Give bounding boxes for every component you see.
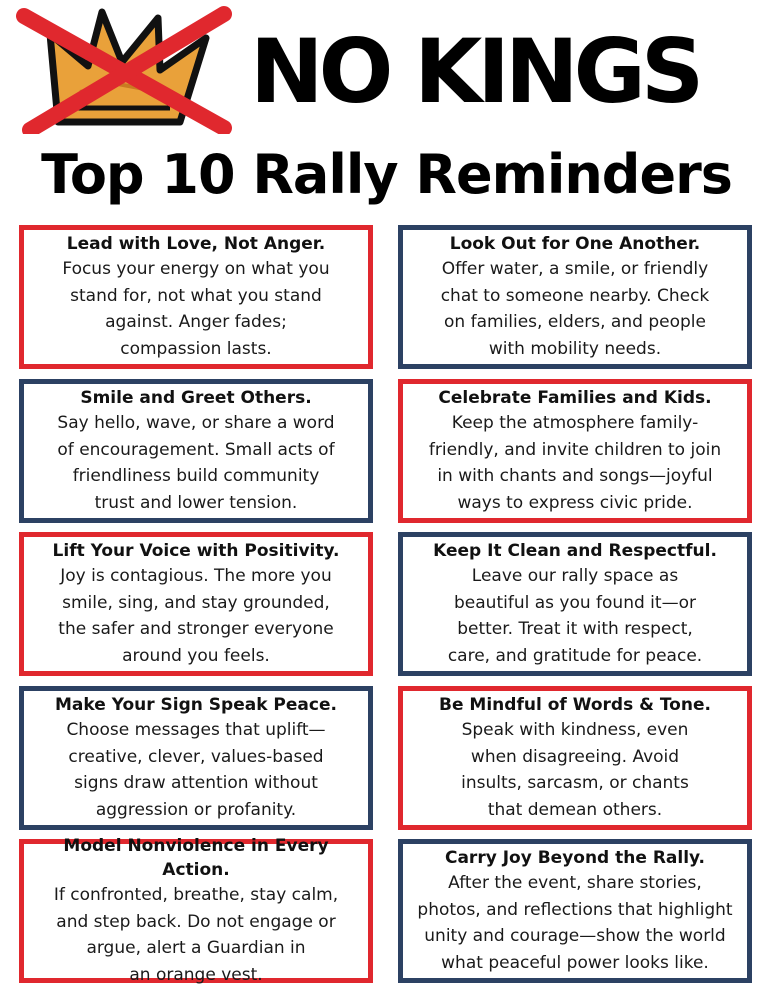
reminder-title: Make Your Sign Speak Peace.: [55, 695, 337, 715]
reminder-title: Lead with Love, Not Anger.: [66, 234, 326, 254]
reminder-body-line: compassion lasts.: [120, 338, 272, 359]
reminder-body: [58, 563, 333, 669]
reminder-body-line: trust and lower tension.: [94, 492, 298, 513]
reminder-body-line: friendly, and invite children to join: [428, 439, 722, 460]
reminder-body-line: insults, sarcasm, or chants: [461, 773, 689, 793]
reminder-body-line: with mobility needs.: [488, 338, 662, 359]
reminder-body-line: After the event, share stories,: [448, 873, 702, 893]
reminder-body-line: on families, elders, and people: [444, 312, 706, 332]
reminder-card: [398, 379, 752, 523]
reminder-card: [19, 225, 373, 369]
reminder-body-line: Choose messages that uplift—: [66, 720, 326, 740]
reminder-body-line: against. Anger fades;: [105, 312, 287, 332]
crossed-out-crown-icon: [10, 4, 240, 134]
reminder-body-line: argue, alert a Guardian in: [86, 938, 306, 958]
reminder-body-line: signs draw attention without: [74, 773, 318, 793]
reminder-body-line: photos, and reflections that highlight: [417, 899, 733, 920]
reminder-body-line: when disagreeing. Avoid: [470, 746, 680, 767]
reminder-body: [66, 717, 325, 823]
reminder-title: Carry Joy Beyond the Rally.: [444, 848, 706, 868]
page-title: Top 10 Rally Reminders: [41, 143, 732, 206]
reminder-card: [19, 836, 373, 985]
reminder-body-line: aggression or profanity.: [95, 799, 297, 820]
reminder-body: [429, 410, 721, 516]
reminder-body-line: beautiful as you found it—or: [454, 592, 696, 613]
reminder-title: Lift Your Voice with Positivity.: [52, 541, 340, 561]
reminder-card: [19, 379, 373, 523]
brand-title: NO KINGS: [250, 20, 700, 123]
reminder-card: [398, 225, 752, 369]
reminder-title: Celebrate Families and Kids.: [438, 388, 712, 408]
reminder-body-line: smile, sing, and stay grounded,: [62, 592, 330, 613]
reminder-body: [62, 256, 329, 362]
reminder-body-line: Keep the atmosphere family-: [451, 413, 699, 433]
reminder-body: [461, 717, 689, 823]
reminder-body: [417, 870, 732, 976]
reminder-body-line: the safer and stronger everyone: [58, 619, 334, 639]
reminder-body-line: in with chants and songs—joyful: [437, 466, 713, 486]
reminder-card: [398, 532, 752, 676]
reminder-title: Smile and Greet Others.: [80, 388, 312, 408]
reminder-title: Look Out for One Another.: [449, 234, 701, 254]
reminder-card: [398, 839, 752, 983]
reminder-card: [19, 686, 373, 830]
reminder-body-line: unity and courage—show the world: [424, 926, 726, 946]
reminder-body-line: Focus your energy on what you: [62, 259, 330, 279]
reminder-body: [448, 563, 702, 669]
reminder-body-line: Speak with kindness, even: [461, 720, 689, 740]
reminder-body-line: If confronted, breathe, stay calm,: [53, 885, 339, 905]
reminder-body: [57, 410, 334, 516]
reminder-body-line: around you feels.: [122, 645, 270, 666]
reminder-body-line: Joy is contagious. The more you: [60, 566, 332, 586]
reminder-card: [19, 532, 373, 676]
reminder-body: [54, 882, 338, 988]
reminder-title: Model Nonviolence in Every Action.: [63, 836, 329, 880]
reminder-body: [441, 256, 710, 362]
reminder-body-line: and step back. Do not engage or: [56, 911, 336, 932]
reminder-body-line: Say hello, wave, or share a word: [57, 413, 335, 433]
reminder-body-line: Leave our rally space as: [471, 566, 679, 586]
reminder-body-line: of encouragement. Small acts of: [57, 439, 335, 460]
reminder-card: [398, 686, 752, 830]
reminder-body-line: chat to someone nearby. Check: [440, 285, 710, 306]
reminder-title: Keep It Clean and Respectful.: [433, 541, 717, 561]
reminder-body-line: better. Treat it with respect,: [457, 619, 693, 639]
reminder-body-line: creative, clever, values-based: [68, 746, 324, 767]
reminder-body-line: what peaceful power looks like.: [441, 952, 709, 973]
reminder-body-line: that demean others.: [487, 799, 663, 820]
reminder-body-line: an orange vest.: [129, 964, 263, 985]
reminder-title: Be Mindful of Words & Tone.: [439, 695, 711, 715]
reminder-body-line: care, and gratitude for peace.: [447, 645, 703, 666]
reminder-body-line: ways to express civic pride.: [457, 492, 693, 513]
reminder-body-line: stand for, not what you stand: [70, 285, 322, 306]
reminder-body-line: Offer water, a smile, or friendly: [441, 259, 709, 279]
reminder-body-line: friendliness build community: [72, 466, 320, 486]
